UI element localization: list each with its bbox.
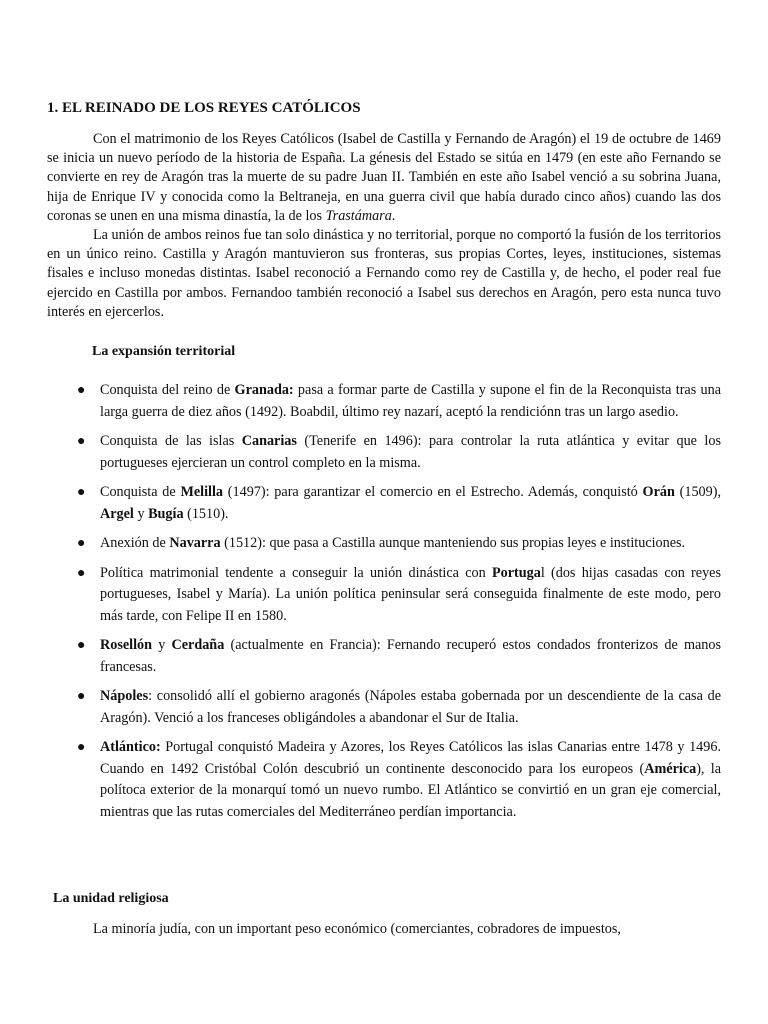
bullet-icon: ●	[77, 689, 86, 704]
list-item-text: Conquista de	[100, 484, 181, 500]
section-heading-religion: La unidad religiosa	[53, 891, 169, 906]
list-item	[0, 635, 721, 678]
list-item-keyword: Nápoles	[100, 688, 149, 704]
list-item-text: : consolidó allí el gobierno aragonés (Nápoles estaba gobernada por un descendiente de la casa de Aragón). Venció a los franceses obligándoles a abandonar el Sur de Italia.	[100, 688, 721, 726]
list-item-text: (1497): para garantizar el comercio en el Estrecho. Además, conquistó	[223, 484, 643, 500]
bullet-icon: ●	[77, 740, 86, 755]
list-item-text: Portugal conquistó Madeira y Azores, los Reyes Católicos las islas Canarias entre 1478 y 1496. Cuando en 1492 Cristóbal Colón descubrió un continente desconocido para los europeos (	[100, 739, 721, 777]
bullet-icon: ●	[77, 434, 86, 449]
bullet-icon: ●	[77, 565, 86, 581]
expansion-list	[0, 380, 768, 831]
list-item-keyword: Melilla	[180, 484, 224, 500]
list-item-keyword: Granada:	[234, 382, 294, 398]
list-item-text: y	[152, 637, 172, 653]
list-item-keyword: Argel	[100, 505, 134, 522]
list-item-keyword: Portuga	[491, 564, 541, 581]
list-item	[0, 431, 721, 474]
list-item-text: Anexión de	[100, 535, 170, 551]
list-item	[0, 563, 721, 628]
list-item-text: Política matrimonial tendente a conseguir la unión dinástica con	[100, 564, 492, 581]
list-item-keyword: Cerdaña	[171, 637, 225, 653]
list-item	[0, 380, 721, 423]
bullet-icon: ●	[77, 485, 86, 500]
list-item-text: (actualmente en Francia): Fernando recuperó estos condados fronterizos de manos francesas.	[100, 637, 721, 675]
list-item	[0, 686, 721, 729]
bullet-icon: ●	[77, 536, 86, 551]
list-item-text: Conquista de las islas	[100, 433, 242, 449]
paragraph-religion: La minoría judía, con un important peso económico (comerciantes, cobradores de impuestos,	[93, 921, 621, 937]
list-item-keyword: Canarias	[241, 433, 297, 449]
list-item-keyword: Rosellón	[100, 637, 153, 653]
bullet-icon: ●	[77, 383, 86, 398]
list-item-keyword: Bugía	[148, 505, 184, 522]
list-item-text: y	[133, 505, 149, 522]
list-item-text: ), la polítoca exterior de la monarquí tomó un nuevo rumbo. El Atlántico se convirtió en un gran eje comercial, mientras que las rutas comerciales del Mediterráneo perdían importancia.	[100, 760, 721, 820]
list-item-text: Conquista del reino de	[100, 382, 235, 398]
bullet-icon: ●	[77, 638, 86, 653]
list-item-text: (1512): que pasa a Castilla aunque manteniendo sus propias leyes e instituciones.	[220, 535, 686, 551]
list-item	[0, 737, 721, 823]
list-item-keyword: Navarra	[169, 535, 221, 551]
list-item	[0, 482, 721, 525]
list-item-keyword: Atlántico:	[100, 739, 161, 755]
paragraph-union: La unión de ambos reinos fue tan solo dinástica y no territorial, porque no comportó la fusión de los territorios en un único reino. Castilla y Aragón mantuvieron sus fronteras, sus propias Cortes, leyes, instituciones, sistemas fisales e incluso monedas distintas. Isabel reconoció a Fernando como rey de Castilla y, de hecho, el poder real fue ejercido en Castilla por ambos. Fernandoo también reconoció a Isabel sus derechos en Aragón, pero esta nunca tuvo interés en ejercerlos.	[47, 227, 721, 320]
list-item-keyword: América	[644, 760, 697, 777]
dynasty-name: Trastámara	[325, 207, 392, 224]
list-item-text: pasa a formar parte de Castilla y supone el fin de la Reconquista tras una larga guerra de diez años (1492). Boabdil, último rey nazarí, aceptó la rendiciónn tras un largo asedio.	[100, 382, 722, 420]
list-item	[0, 533, 721, 555]
list-item-text: (1510).	[183, 505, 229, 522]
list-item-keyword: Orán	[642, 484, 675, 500]
list-item-text: (1509),	[674, 484, 721, 500]
list-item-text: (Tenerife en 1496): para controlar la ruta atlántica y evitar que los portugueses ejercieran un control completo en la misma.	[100, 433, 721, 471]
list-item-text: l (dos hijas casadas con reyes portugueses, Isabel y María). La unión política peninsular será conseguida finalmente de este modo, pero más tarde, con Felipe II en 1580.	[100, 564, 721, 624]
page-title: 1. EL REINADO DE LOS REYES CATÓLICOS	[47, 100, 361, 116]
section-heading-expansion: La expansión territorial	[92, 344, 236, 359]
paragraph-intro-end: .	[391, 207, 396, 224]
paragraph-intro-text: Con el matrimonio de los Reyes Católicos (Isabel de Castilla y Fernando de Aragón) el 19 de octubre de 1469 se inicia un nuevo período de la historia de España. La génesis del Estado se sitúa en 1479 (en este año Fernando se convierte en rey de Aragón tras la muerte de su padre Juan II. También en este año Isabel venció a su sobrina Juana, hija de Enrique IV y conocida como la Beltraneja, en una guerra civil que había durado cinco años) cuando las dos coronas se unen en una misma dinastía, la de los	[47, 131, 721, 224]
paragraph-intro	[47, 130, 721, 226]
